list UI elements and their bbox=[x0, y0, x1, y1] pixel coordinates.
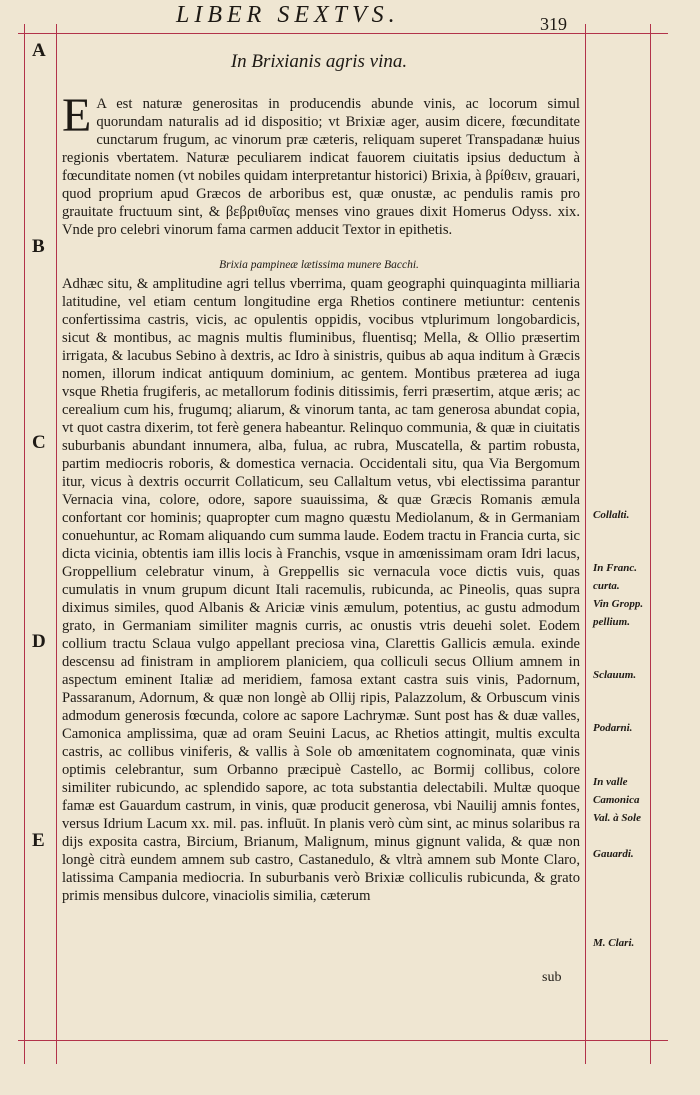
bottom-rule bbox=[18, 1040, 668, 1041]
margin-note-in-franc: In Franc. bbox=[593, 562, 638, 574]
outer-right-rule bbox=[650, 24, 651, 1064]
margin-note-gauardi: Gauardi. bbox=[593, 848, 634, 860]
margin-note-m-clari: M. Clari. bbox=[593, 937, 635, 949]
verse-quotation: Brixia pampineæ lætissima munere Bacchi. bbox=[219, 259, 419, 271]
margin-note-in-valle: In valle bbox=[593, 776, 628, 788]
margin-note-podarni: Podarni. bbox=[593, 722, 633, 734]
margin-note-camonica: Camonica bbox=[593, 794, 640, 806]
catchword: sub bbox=[542, 970, 562, 985]
paragraph-one-text: A est naturæ generositas in producendis abunde vinis, ac locorum simul quorundam naturalis ad id dispositio; vt Brixiæ ager, ausim dicere, fœcunditate cunctarum frugum, ac vinorum præ cæteris, reliquam superet Transpadanæ huius regionis vbertatem. Naturæ peculiarem indicat fauorem ciuitatis ipsius deductum à fœcunditate nomen (vt nobiles quidam interpretantur historici) Brixia, à βρίθειν, grauari, quod proprium apud Græcos de arboribus est, quæ onustæ, ac pendulis ramis pro grauitate fructuum sint, & βεβριθυῖας menses vino graues dixit Homerus Odyss. xix. Vnde pro celebri vinorum fama carmen adducit Textor in epithetis. bbox=[62, 96, 580, 238]
page-number: 319 bbox=[540, 14, 567, 34]
section-marker-c: C bbox=[32, 432, 46, 453]
text-right-rule bbox=[585, 24, 586, 1064]
margin-note-sclauum: Sclauum. bbox=[593, 669, 637, 681]
margin-note-pellium: pellium. bbox=[593, 616, 630, 628]
text-left-rule bbox=[56, 24, 57, 1064]
margin-note-vin-gropp: Vin Gropp. bbox=[593, 598, 644, 610]
section-marker-d: D bbox=[32, 631, 46, 652]
chapter-title: In Brixianis agris vina. bbox=[230, 51, 408, 72]
left-margin-rule bbox=[24, 24, 25, 1064]
paragraph-two bbox=[62, 275, 580, 905]
paragraph-one bbox=[62, 89, 580, 239]
margin-note-curta: curta. bbox=[593, 580, 620, 592]
paragraph-two-text: Adhæc situ, & amplitudine agri tellus vberrima, quam geographi quinquaginta milliaria latitudine, vel etiam centum longitudine erga Rhetios continere metiuntur: centenis confertissima castris, vicis, ac opulentis oppidis, vocibus vtplurimum longobardicis, sicut & montibus, ac magnis multis fluminibus, fluentisq; Mella, & Ollio præsertim irrigata, & lacubus Sebino à dextris, ac Idro à sinistris, quibus ab aqua inditum à Græcis nomen, illorum indicat antiquum dominium, ac gentem. Montibus præterea ad iuga vsque Rhetia frugiferis, ac metallorum fodinis ditissimis, ferri præsertim, atque æris; ac cerealium cum his, frugumq; aliarum, & vinorum tanta, ac tam generosa abundat copia, vt quot castra dixerim, tot ferè genera habeantur. Relinquo communia, & quæ in ciuitatis suburbanis abundant innumera, alba, fulua, ac rubra, Muscatella, & partim robusta, partim mediocris roboris, & domestica vernacia. Occidentali situ, qua Via Bergomum itur, vicus à dextris occurrit Collaticum, seu Callaltum vetus, vbi electissima parantur Vernacia vina, colore, odore, sapore suauissima, & quæ Græcis Romanis æmula confortant cor hominis; quapropter cum magno quæstu Mediolanum, & in Germaniam conuehuntur, ac Romam aliquando cum summa laude. Eodem tractu in Francia curta, sic dicta vicinia, obtentis iam illis locis à Franchis, vsque in amœnissimam oram Idri lacus, Groppellium celebratur vinum, à Greppellis sic vernacula voce dictis vuis, quas cumulatis in vnum grupum dicunt Itali racemulis, rubicunda, ac Pineolis, quas supra diximus similes, quod Albanis & Ariciæ vinis æmulum, potentius, ac gustu admodum grato, in Germaniam similiter magnis curris, ac onustis vtris deuehi solet. Eodem collium tractu Sclaua vulgo appellant preciosa vina, Clarettis Gallicis æmula. exinde descensu ad finistram in ampliorem planiciem, qua colliculi secus Ollium amnem in aspectum eminent Italiæ ad meridiem, famosa extant castra suis vinis, Padornum, Passaranum, Adornum, & quæ non longè ab Ollij ripis, Palazzolum, & Orbuscum vinis admodum generosis fœcunda, colore ac sapore Lachrymæ. Sunt post has & duæ valles, Camonica amplissima, quæ ad oram Seuini Lacus, ac Rhetios attingit, multis exculta castris, ac collibus viniferis, & vallis à Sole ob amœnitatem cognominata, quæ vinis optimis celebrantur, sum Orbanno præcipuè Castello, ac Bormij collibus, colore similiter rubicundo, ac splendido sapore, ac tota substantia delectabili. Multæ quoque famæ est Gauardum castrum, in vinis, quæ producit generosa, vbi Nauilij amnis fontes, versus Idrium Lacum xx. mil. pas. influūt. In planis verò cùm sint, ac minus solaribus ra dijs exposita castra, Bircium, Brianum, Malignum, minus gignunt valida, & quæ non longè citrà eundem amnem sub castro, Castanedulo, & vltrà amnem sub Monte Claro, latissima Campania mediocria. In suburbanis verò Brixiæ colliculis rubicunda, & grato primis mensibus dulcore, vinaciolis similia, cæterum bbox=[62, 276, 580, 904]
drop-cap: E bbox=[62, 89, 92, 142]
section-marker-e: E bbox=[32, 830, 45, 851]
section-marker-a: A bbox=[32, 40, 46, 61]
running-head: LIBER SEXTVS. bbox=[176, 2, 400, 28]
section-marker-b: B bbox=[32, 236, 45, 257]
margin-note-val-a-sole: Val. à Sole bbox=[593, 812, 641, 824]
margin-note-collalti: Collalti. bbox=[593, 509, 630, 521]
top-rule bbox=[18, 33, 668, 34]
